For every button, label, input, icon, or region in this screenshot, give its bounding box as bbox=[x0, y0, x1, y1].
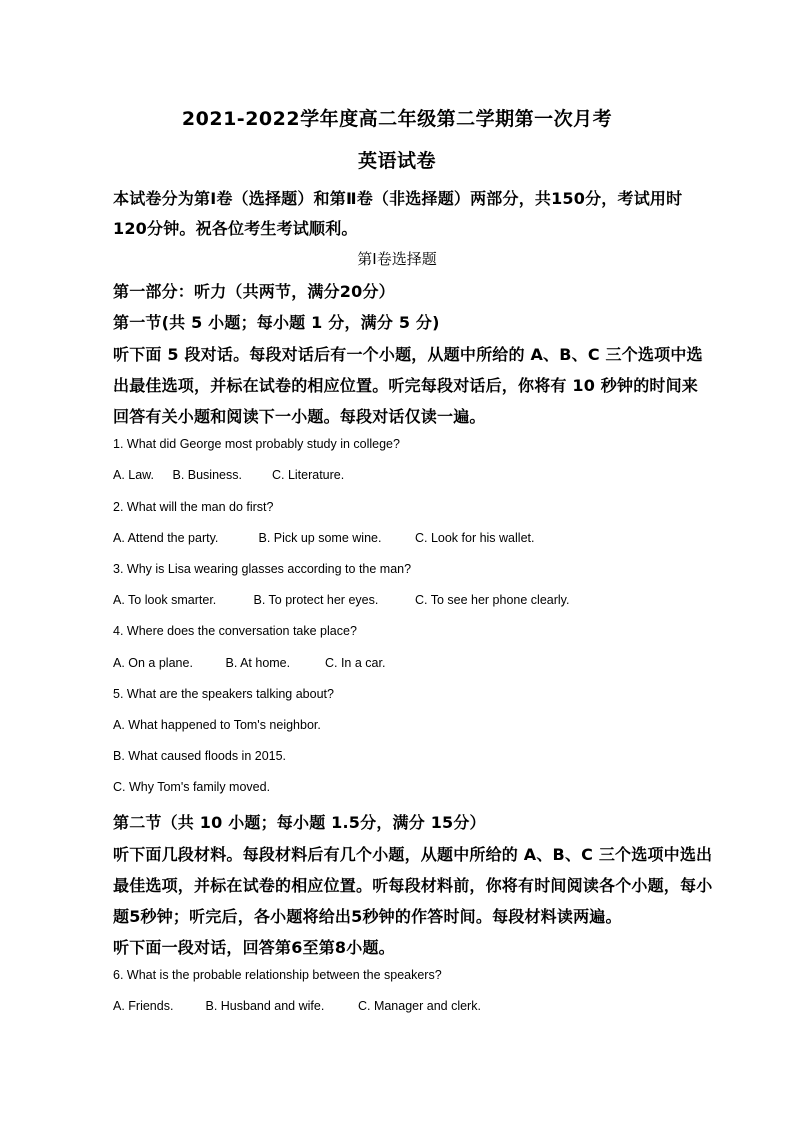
option-b: B. Business. bbox=[172, 468, 242, 482]
section2-instruction-4: 听下面一段对话，回答第6至第8小题。 bbox=[113, 938, 395, 957]
question-text: 2. What will the man do first? bbox=[113, 500, 274, 514]
section2-instruction-1: 听下面几段材料。每段材料后有几个小题，从题中所给的 A、B、C 三个选项中选出 bbox=[113, 845, 713, 864]
option-c: C. To see her phone clearly. bbox=[414, 593, 570, 607]
option-a: A. To look smarter. bbox=[113, 593, 217, 607]
option-c: C. Literature. bbox=[271, 468, 345, 482]
option-a: A. What happened to Tom's neighbor. bbox=[113, 718, 321, 732]
option-c: C. Why Tom's family moved. bbox=[113, 780, 271, 794]
question-options bbox=[113, 656, 385, 670]
question-options bbox=[113, 468, 344, 482]
question-options bbox=[113, 593, 569, 607]
section1-instruction-2: 出最佳选项，并标在试卷的相应位置。听完每段对话后，你将有 10 秒钟的时间来 bbox=[113, 376, 699, 395]
option-b: B. To protect her eyes. bbox=[253, 593, 379, 607]
question-options bbox=[113, 999, 481, 1013]
section2-instruction-3: 题5秒钟；听完后，各小题将给出5秒钟的作答时间。每段材料读两遍。 bbox=[113, 907, 622, 926]
option-a: A. Attend the party. bbox=[113, 531, 219, 545]
option-b: B. Pick up some wine. bbox=[258, 531, 382, 545]
question-text: 5. What are the speakers talking about? bbox=[113, 687, 334, 701]
section2-heading: 第二节（共 10 小题；每小题 1.5分，满分 15分） bbox=[113, 813, 486, 832]
exam-subtitle: 英语试卷 bbox=[357, 150, 436, 172]
exam-title: 2021-2022学年度高二年级第二学期第一次月考 bbox=[181, 108, 613, 130]
option-c: C. Look for his wallet. bbox=[414, 531, 535, 545]
intro-line-1: 本试卷分为第Ⅰ卷（选择题）和第Ⅱ卷（非选择题）两部分，共150分，考试用时 bbox=[113, 189, 683, 208]
intro-line-2: 120分钟。祝各位考生考试顺利。 bbox=[113, 219, 358, 238]
option-b: B. What caused floods in 2015. bbox=[113, 749, 287, 763]
option-b: B. Husband and wife. bbox=[205, 999, 325, 1013]
question-text: 6. What is the probable relationship between the speakers? bbox=[113, 968, 442, 982]
option-a: A. Law. bbox=[113, 468, 154, 482]
section1-heading: 第一节(共 5 小题；每小题 1 分，满分 5 分) bbox=[113, 313, 440, 332]
question-text: 4. Where does the conversation take place? bbox=[113, 624, 357, 638]
option-a: A. On a plane. bbox=[113, 656, 193, 670]
option-b: B. At home. bbox=[225, 656, 291, 670]
section2-instruction-2: 最佳选项，并标在试卷的相应位置。听每段材料前，你将有时间阅读各个小题，每小 bbox=[113, 876, 713, 895]
part1-heading: 第一部分：听力（共两节，满分20分） bbox=[113, 282, 395, 301]
option-a: A. Friends. bbox=[113, 999, 174, 1013]
section1-instruction-3: 回答有关小题和阅读下一小题。每段对话仅读一遍。 bbox=[113, 407, 486, 426]
question-text: 1. What did George most probably study in college? bbox=[113, 437, 400, 451]
question-options bbox=[113, 531, 534, 545]
question-text: 3. Why is Lisa wearing glasses according to the man? bbox=[113, 562, 412, 576]
volume-title: 第Ⅰ卷选择题 bbox=[357, 250, 437, 268]
option-c: C. In a car. bbox=[324, 656, 386, 670]
option-c: C. Manager and clerk. bbox=[357, 999, 481, 1013]
section1-instruction-1: 听下面 5 段对话。每段对话后有一个小题，从题中所给的 A、B、C 三个选项中选 bbox=[113, 345, 703, 364]
